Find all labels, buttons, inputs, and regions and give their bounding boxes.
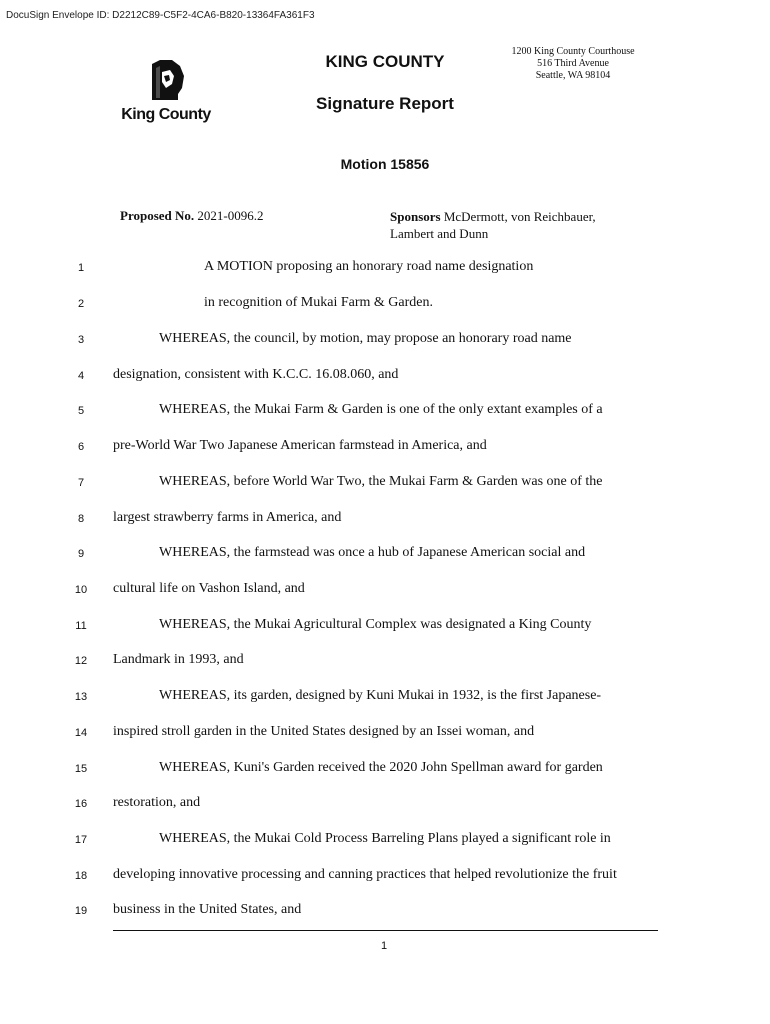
- line-text: pre-World War Two Japanese American farmstead in America, and: [113, 438, 487, 453]
- line-text: WHEREAS, the Mukai Farm & Garden is one of the only extant examples of a: [159, 402, 603, 417]
- report-title: Signature Report: [316, 94, 454, 113]
- sponsors-line-1: McDermott, von Reichbauer,: [443, 209, 596, 224]
- page-divider: [113, 930, 658, 931]
- line-text: WHEREAS, the Mukai Agricultural Complex was designated a King County: [159, 617, 592, 632]
- text-line: [0, 402, 770, 422]
- text-line: [0, 331, 770, 351]
- motion-number: Motion 15856: [340, 156, 430, 172]
- text-line: [0, 724, 770, 744]
- line-text: restoration, and: [113, 795, 201, 810]
- line-number: 6: [77, 441, 85, 453]
- line-number: 9: [77, 548, 85, 560]
- proposed-label: Proposed No.: [120, 208, 195, 223]
- line-number: 8: [77, 513, 85, 525]
- line-number: 10: [74, 584, 88, 596]
- line-number: 7: [77, 477, 85, 489]
- proposed-number: [120, 208, 264, 224]
- line-number: 14: [74, 727, 88, 739]
- text-line: [0, 760, 770, 780]
- text-line: [0, 367, 770, 387]
- text-line: [0, 795, 770, 815]
- address-line: Seattle, WA 98104: [535, 70, 611, 81]
- line-text: inspired stroll garden in the United States designed by an Issei woman, and: [113, 724, 535, 739]
- line-text: WHEREAS, before World War Two, the Mukai Farm & Garden was one of the: [159, 474, 603, 489]
- sponsors-label: Sponsors: [390, 209, 441, 224]
- line-text: cultural life on Vashon Island, and: [113, 581, 305, 596]
- text-line: [0, 831, 770, 851]
- line-number: 11: [75, 620, 87, 632]
- line-text: in recognition of Mukai Farm & Garden.: [204, 295, 434, 310]
- line-text: WHEREAS, its garden, designed by Kuni Mukai in 1932, is the first Japanese-: [159, 688, 602, 703]
- line-number: 19: [74, 905, 88, 917]
- line-number: 15: [74, 763, 88, 775]
- text-line: [0, 545, 770, 565]
- line-text: WHEREAS, the council, by motion, may propose an honorary road name: [159, 331, 572, 346]
- line-number: 1: [77, 262, 85, 274]
- line-number: 13: [74, 691, 88, 703]
- line-text: Landmark in 1993, and: [113, 652, 244, 667]
- line-text: designation, consistent with K.C.C. 16.08.060, and: [113, 367, 399, 382]
- sponsors: [390, 208, 650, 242]
- line-text: A MOTION proposing an honorary road name designation: [204, 259, 534, 274]
- address-line: 516 Third Avenue: [537, 58, 609, 69]
- line-text: largest strawberry farms in America, and: [113, 510, 342, 525]
- line-text: WHEREAS, Kuni's Garden received the 2020 John Spellman award for garden: [159, 760, 603, 775]
- envelope-id: DocuSign Envelope ID: D2212C89-C5F2-4CA6-B820-13364FA361F3: [6, 10, 315, 21]
- text-line: [0, 510, 770, 530]
- text-line: [0, 581, 770, 601]
- address-line: 1200 King County Courthouse: [511, 46, 635, 57]
- line-number: 5: [77, 405, 85, 417]
- text-line: [0, 867, 770, 887]
- line-number: 16: [74, 798, 88, 810]
- address-block: [508, 46, 638, 82]
- logo-text: King County: [121, 106, 211, 123]
- line-number: 18: [74, 870, 88, 882]
- line-text: developing innovative processing and canning practices that helped revolutionize the fruit: [113, 867, 617, 882]
- line-text: WHEREAS, the Mukai Cold Process Barreling Plans played a significant role in: [159, 831, 611, 846]
- king-county-logo-icon: [142, 58, 190, 102]
- text-line: [0, 617, 770, 637]
- line-number: 4: [77, 370, 85, 382]
- text-line: [0, 438, 770, 458]
- line-number: 2: [77, 298, 85, 310]
- line-number: 12: [74, 655, 88, 667]
- text-line: [0, 259, 770, 279]
- page-number: 1: [380, 940, 388, 952]
- text-line: [0, 688, 770, 708]
- line-text: business in the United States, and: [113, 902, 302, 917]
- line-number: 3: [77, 334, 85, 346]
- text-line: [0, 652, 770, 672]
- sponsors-line-2: Lambert and Dunn: [390, 226, 489, 241]
- king-county-logo: [118, 58, 214, 128]
- text-line: [0, 295, 770, 315]
- text-line: [0, 474, 770, 494]
- line-number: 17: [74, 834, 88, 846]
- text-line: [0, 902, 770, 922]
- proposed-value: 2021-0096.2: [197, 208, 264, 223]
- line-text: WHEREAS, the farmstead was once a hub of Japanese American social and: [159, 545, 586, 560]
- county-heading: KING COUNTY: [325, 52, 445, 71]
